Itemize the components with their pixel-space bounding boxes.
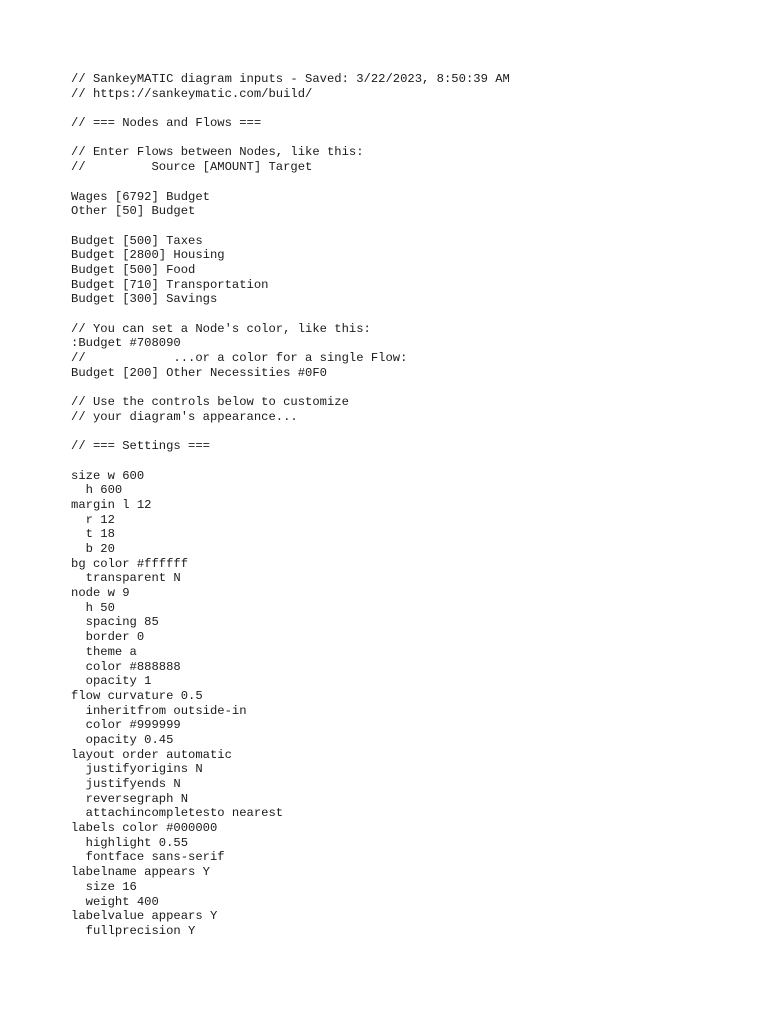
text-line: justifyends N — [71, 777, 181, 791]
text-line: highlight 0.55 — [71, 835, 189, 850]
text-line — [71, 380, 751, 395]
text-line: // You can set a Node's color, like this: — [71, 321, 371, 336]
text-line: h 50 — [71, 600, 115, 615]
text-line — [71, 219, 751, 234]
text-line: fontface sans-serif — [71, 850, 225, 865]
text-line: attachincompletesto nearest — [71, 806, 284, 821]
text-line: fullprecision Y — [71, 923, 196, 938]
text-line — [71, 425, 751, 440]
text-line: layout order automatic — [71, 747, 232, 762]
text-line: // Source [AMOUNT] Target — [71, 160, 313, 175]
text-line: h 600 — [71, 483, 123, 498]
text-line: Budget [200] Other Necessities #0F0 — [71, 365, 327, 380]
text-line: t 18 — [71, 527, 115, 542]
text-line: // your diagram's appearance... — [71, 409, 298, 424]
text-line: // ...or a color for a single Flow: — [71, 351, 408, 366]
text-line: // Enter Flows between Nodes, like this: — [71, 145, 364, 160]
text-line: // === Settings === — [71, 439, 210, 454]
text-line — [71, 131, 751, 146]
text-line: labelvalue appears Y — [71, 909, 218, 924]
text-line: // https://sankeymatic.com/build/ — [71, 86, 313, 101]
text-line: opacity 1 — [71, 674, 152, 689]
text-line: weight 400 — [71, 894, 159, 909]
text-line: spacing 85 — [71, 615, 159, 630]
sankeymatic-input-text — [71, 72, 751, 939]
text-line: Budget [300] Savings — [71, 292, 218, 307]
text-line: color #999999 — [71, 718, 181, 733]
text-line — [71, 175, 751, 190]
text-line: margin l 12 — [71, 497, 152, 512]
text-line: node w 9 — [71, 586, 130, 601]
text-line: labels color #000000 — [71, 821, 218, 836]
text-line: bg color #ffffff — [71, 556, 189, 571]
text-line: reversegraph N — [71, 791, 189, 806]
text-line: color #888888 — [71, 659, 181, 674]
text-line: // Use the controls below to customize — [71, 395, 349, 410]
text-line: b 20 — [71, 542, 115, 556]
text-line: flow curvature 0.5 — [71, 688, 203, 703]
text-line: Budget [500] Food — [71, 262, 196, 277]
text-line: size w 600 — [71, 468, 145, 483]
text-line: justifyorigins N — [71, 762, 203, 777]
text-line: Budget [500] Taxes — [71, 233, 203, 248]
text-line: size 16 — [71, 879, 137, 894]
text-line: theme a — [71, 644, 137, 659]
text-line — [71, 454, 751, 469]
text-line: border 0 — [71, 630, 145, 645]
text-line — [71, 307, 751, 322]
text-line: inheritfrom outside-in — [71, 703, 247, 718]
text-line: Other [50] Budget — [71, 204, 196, 219]
text-line: // SankeyMATIC diagram inputs - Saved: 3/22/2023, 8:50:39 AM — [71, 72, 510, 86]
text-line: transparent N — [71, 571, 181, 586]
text-line: Budget [2800] Housing — [71, 248, 225, 263]
text-line — [71, 101, 751, 116]
text-line: opacity 0.45 — [71, 732, 174, 747]
text-line: Wages [6792] Budget — [71, 189, 210, 204]
text-line: :Budget #708090 — [71, 336, 181, 351]
text-line: // === Nodes and Flows === — [71, 116, 262, 131]
text-line: r 12 — [71, 512, 115, 527]
text-line: labelname appears Y — [71, 865, 210, 880]
text-line: Budget [710] Transportation — [71, 277, 269, 292]
